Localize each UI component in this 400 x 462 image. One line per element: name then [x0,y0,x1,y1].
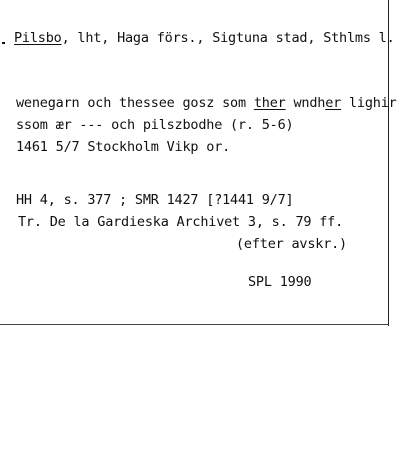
text-line-1 [16,95,397,111]
text-line-1-part-a: wenegarn och thessee gosz som [16,95,254,111]
text-line-2: ssom ær --- och pilszbodhe (r. 5-6) [16,117,294,133]
margin-mark [2,42,5,44]
text-line-1-part-c: lighir [341,95,397,111]
reference-line-1: HH 4, s. 377 ; SMR 1427 [?1441 9/7] [16,192,294,208]
heading-location: , lht, Haga förs., Sigtuna stad, Sthlms l. [61,30,395,46]
text-line-1-underlined-1: ther [253,95,286,111]
card-bottom-edge [0,324,389,325]
reference-note: (efter avskr.) [236,236,347,252]
card-heading [14,30,395,46]
date-place-line: 1461 5/7 Stockholm Vikp or. [16,139,231,155]
text-line-1-part-b: wndh [285,95,326,111]
text-line-1-underlined-2: er [325,95,342,111]
place-name: Pilsbo [14,30,62,46]
card-right-edge [388,0,389,326]
signature: SPL 1990 [248,274,312,290]
reference-line-2: Tr. De la Gardieska Archivet 3, s. 79 ff. [18,214,344,230]
